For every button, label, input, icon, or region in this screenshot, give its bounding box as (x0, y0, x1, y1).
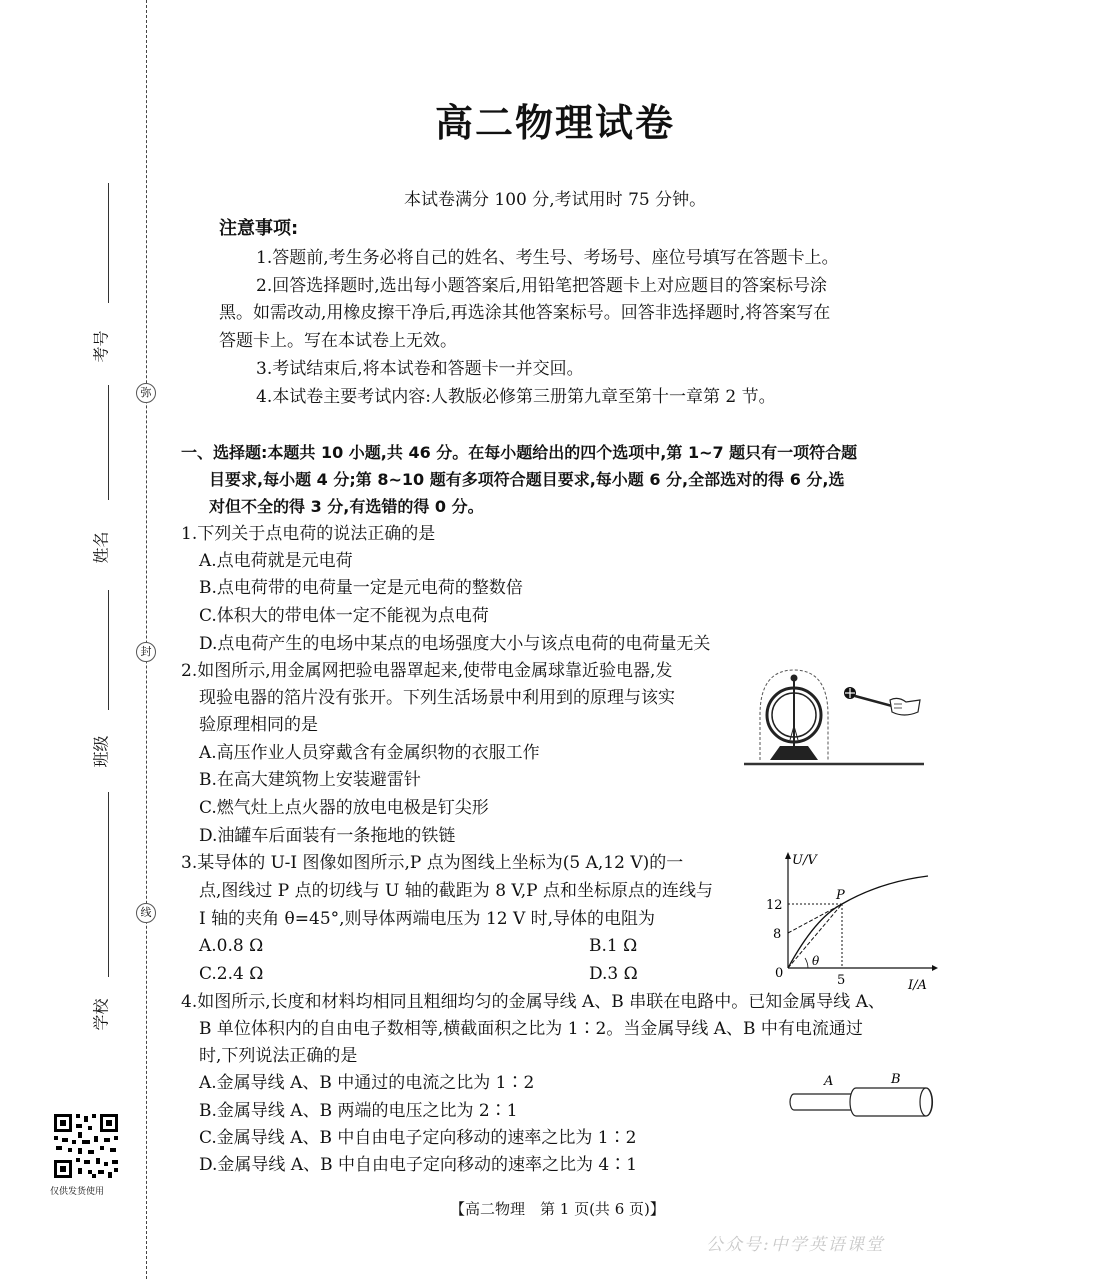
y-tick-8: 8 (773, 927, 782, 942)
notice-heading: 注意事项: (219, 218, 299, 239)
x-axis-label: I/A (908, 978, 927, 993)
y-axis-label: U/V (792, 853, 817, 868)
wires-figure (784, 1068, 938, 1128)
seal-xian: 线 (136, 903, 156, 923)
origin-label: 0 (775, 966, 784, 981)
q3-option: A.0.8 Ω (199, 936, 264, 956)
binding-dashed-line (146, 0, 147, 1279)
notice-line: 1.答题前,考生务必将自己的姓名、考生号、考场号、座位号填写在答题卡上。 (256, 248, 839, 268)
subtitle: 本试卷满分 100 分,考试用时 75 分钟。 (404, 190, 707, 210)
field-line-xingming-top (108, 385, 109, 500)
section-heading: 一、选择题:本题共 10 小题,共 46 分。在每小题给出的四个选项中,第 1~7 题只有一项符合题 (181, 443, 858, 462)
watermark: 公众号:中学英语课堂 (706, 1235, 885, 1255)
seal-feng: 封 (136, 642, 156, 662)
qr-code-icon (52, 1112, 120, 1180)
wire-a-label: A (824, 1074, 834, 1089)
q4-stem: 时,下列说法正确的是 (199, 1046, 358, 1066)
q4-stem: B 单位体积内的自由电子数相等,横截面积之比为 1∶2。当金属导线 A、B 中有电流通过 (199, 1019, 863, 1039)
label-xuexiao: 学校 (91, 998, 111, 1031)
qr-caption: 仅供发货使用 (50, 1187, 105, 1197)
field-line-kaohao (108, 183, 109, 303)
notice-line: 3.考试结束后,将本试卷和答题卡一并交回。 (256, 359, 584, 379)
q3-option: D.3 Ω (589, 964, 638, 984)
u-i-graph (766, 848, 940, 994)
y-tick-12: 12 (766, 898, 783, 913)
q1-option: D.点电荷产生的电场中某点的电场强度大小与该点电荷的电荷量无关 (199, 634, 711, 654)
x-tick-5: 5 (837, 973, 846, 988)
q4-option: D.金属导线 A、B 中自由电子定向移动的速率之比为 4∶1 (199, 1155, 638, 1175)
electroscope-figure (742, 660, 926, 770)
q2-option: C.燃气灶上点火器的放电电极是钉尖形 (199, 798, 489, 818)
page-footer: 【高二物理 第 1 页(共 6 页)】 (450, 1200, 665, 1218)
field-line-banji-top (108, 590, 109, 710)
label-xingming: 姓名 (91, 531, 111, 564)
label-banji: 班级 (91, 735, 111, 768)
q2-option: D.油罐车后面装有一条拖地的铁链 (199, 826, 456, 846)
q2-stem: 2.如图所示,用金属网把验电器罩起来,使带电金属球靠近验电器,发 (181, 661, 673, 681)
q1-option: A.点电荷就是元电荷 (199, 551, 353, 571)
wire-a (790, 1094, 856, 1110)
q3-stem: 3.某导体的 U-I 图像如图所示,P 点为图线上坐标为(5 A,12 V)的一 (181, 853, 684, 873)
q4-option: A.金属导线 A、B 中通过的电流之比为 1∶2 (199, 1073, 535, 1093)
q2-stem: 验原理相同的是 (199, 715, 318, 735)
q2-option: A.高压作业人员穿戴含有金属织物的衣服工作 (199, 743, 540, 763)
label-kaohao: 考号 (91, 330, 111, 363)
notice-line: 4.本试卷主要考试内容:人教版必修第三册第九章至第十一章第 2 节。 (256, 387, 776, 407)
q2-option: B.在高大建筑物上安装避雷针 (199, 770, 421, 790)
point-p-label: P (836, 888, 845, 903)
q1-option: C.体积大的带电体一定不能视为点电荷 (199, 606, 489, 626)
wire-b-label: B (891, 1072, 901, 1087)
q4-option: C.金属导线 A、B 中自由电子定向移动的速率之比为 1∶2 (199, 1128, 637, 1148)
section-heading: 对但不全的得 3 分,有选错的得 0 分。 (209, 497, 484, 516)
section-heading: 目要求,每小题 4 分;第 8~10 题有多项符合题目要求,每小题 6 分,全部选对的得 6 分,选 (209, 470, 845, 489)
q3-option: B.1 Ω (589, 936, 638, 956)
q4-option: B.金属导线 A、B 两端的电压之比为 2∶1 (199, 1101, 518, 1121)
notice-line: 黑。如需改动,用橡皮擦干净后,再选涂其他答案标号。回答非选择题时,将答案写在 (219, 303, 831, 323)
q1-option: B.点电荷带的电荷量一定是元电荷的整数倍 (199, 578, 523, 598)
notice-line: 2.回答选择题时,选出每小题答案后,用铅笔把答题卡上对应题目的答案标号涂 (256, 276, 828, 296)
notice-line: 答题卡上。写在本试卷上无效。 (219, 331, 457, 351)
theta-label: θ (812, 954, 820, 968)
u-i-curve (788, 876, 928, 968)
field-line-xuexiao-top (108, 792, 109, 977)
q3-stem: 点,图线过 P 点的切线与 U 轴的截距为 8 V,P 点和坐标原点的连线与 (199, 881, 713, 901)
page-title: 高二物理试卷 (434, 101, 675, 145)
q1-stem: 1.下列关于点电荷的说法正确的是 (181, 524, 436, 544)
q2-stem: 现验电器的箔片没有张开。下列生活场景中利用到的原理与该实 (199, 688, 675, 708)
seal-mi: 弥 (136, 383, 156, 403)
q3-stem: I 轴的夹角 θ=45°,则导体两端电压为 12 V 时,导体的电阻为 (199, 909, 656, 929)
q4-stem: 4.如图所示,长度和材料均相同且粗细均匀的金属导线 A、B 串联在电路中。已知金属导线 A、 (181, 992, 885, 1012)
q3-option: C.2.4 Ω (199, 964, 264, 984)
